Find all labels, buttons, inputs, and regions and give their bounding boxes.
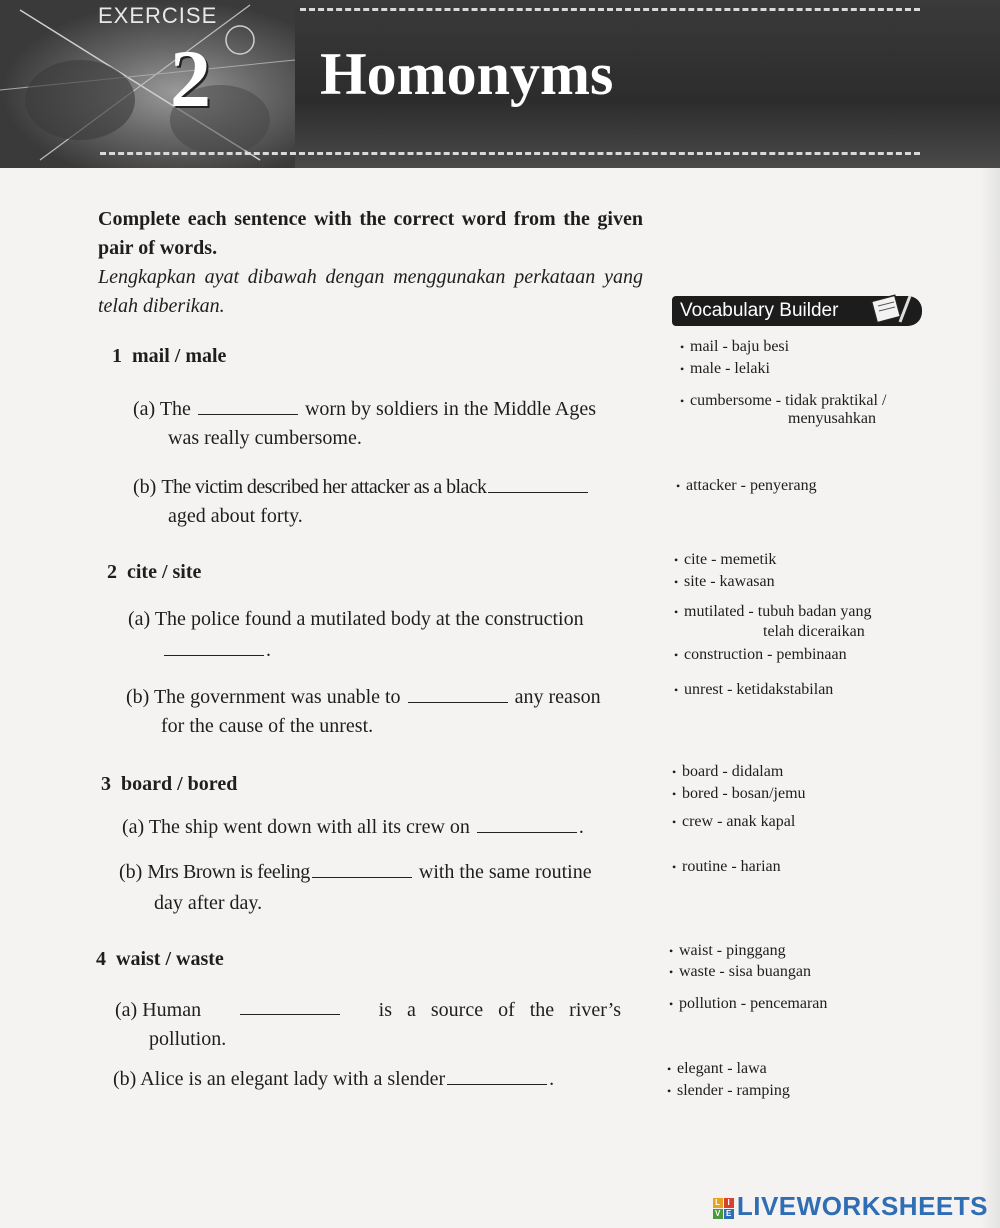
answer-blank-2b[interactable] (408, 684, 508, 703)
item-label: (b) (119, 861, 143, 883)
question-3b (119, 858, 592, 886)
sentence-text: . (578, 816, 584, 838)
item-label: (a) (122, 816, 145, 838)
glossary-item: • mail - baju besi (680, 338, 790, 355)
page-edge-shadow (980, 168, 1000, 1228)
question-1a (133, 395, 596, 423)
liveworksheets-watermark (713, 1191, 988, 1222)
glossary-item: • pollution - pencemaran (669, 995, 828, 1012)
question-1b (133, 473, 590, 501)
question-3b-line2: day after day. (154, 892, 263, 914)
question-4-heading (96, 948, 224, 971)
page-title: Homonyms (320, 41, 614, 107)
item-label: (b) (133, 476, 157, 498)
vocabulary-builder-banner (672, 296, 922, 326)
question-word-pair: waist / waste (116, 948, 224, 970)
glossary-item: • slender - ramping (667, 1082, 790, 1099)
glossary-item: • attacker - penyerang (676, 477, 817, 494)
sentence-text: The government was unable to (153, 686, 401, 708)
instructions (98, 205, 643, 321)
question-2b (126, 683, 601, 711)
sentence-text: Mrs Brown is feeling (147, 861, 310, 883)
glossary-item: • bored - bosan/jemu (672, 785, 806, 802)
glossary-item: • waist - pinggang (669, 942, 786, 959)
sentence-text: with the same routine (418, 861, 592, 883)
glossary-item: • waste - sisa buangan (669, 963, 811, 980)
exercise-number: 2 (170, 33, 211, 124)
question-3a (122, 813, 584, 841)
question-number: 3 (101, 773, 111, 795)
question-2a-line2 (162, 636, 271, 664)
question-number: 1 (112, 345, 122, 367)
question-1a-line2: was really cumbersome. (168, 427, 362, 449)
sentence-text: any reason (514, 686, 601, 708)
question-word-pair: cite / site (127, 561, 202, 583)
glossary-item: • routine - harian (672, 858, 781, 875)
glossary-item: • board - didalam (672, 763, 784, 780)
sentence-text: The police found a mutilated body at the construction (154, 608, 584, 630)
question-2b-line2: for the cause of the unrest. (161, 715, 374, 737)
item-label: (a) (133, 398, 156, 420)
top-dashed-line (300, 8, 920, 11)
glossary-item-continuation: telah diceraikan (763, 623, 865, 640)
question-number: 4 (96, 948, 106, 970)
glossary-item-continuation: menyusahkan (788, 410, 876, 427)
question-2-heading (107, 561, 201, 584)
brand-name: LIVEWORKSHEETS (736, 1191, 988, 1221)
item-label: (a) (115, 999, 138, 1021)
liveworksheets-logo-icon: L I V E (713, 1198, 734, 1219)
sentence-text: . (266, 639, 271, 661)
sentence-text: is a source of the river’s (378, 999, 621, 1021)
answer-blank-4a[interactable] (240, 996, 340, 1015)
question-1b-line2: aged about forty. (168, 505, 303, 527)
glossary-item: • construction - pembinaan (674, 646, 847, 663)
glossary-item: • site - kawasan (674, 573, 775, 590)
question-word-pair: mail / male (132, 345, 227, 367)
item-label: (b) (113, 1068, 137, 1090)
item-label: (a) (128, 608, 151, 630)
item-label: (b) (126, 686, 150, 708)
sentence-text: Human (142, 999, 202, 1021)
sentence-text: The victim described her attacker as a black (161, 476, 487, 498)
sentence-text: worn by soldiers in the Middle Ages (304, 398, 597, 420)
question-2a (128, 605, 584, 633)
sentence-text: . (549, 1068, 555, 1090)
glossary-item: • elegant - lawa (667, 1060, 767, 1077)
glossary-item: • crew - anak kapal (672, 813, 796, 830)
exercise-header (0, 0, 1000, 168)
answer-blank-3b[interactable] (312, 859, 412, 878)
instructions-malay: Lengkapkan ayat dibawah dengan menggunakan perkataan yang telah diberikan. (98, 266, 643, 317)
sentence-text: The (159, 398, 191, 420)
glossary-item: • cumbersome - tidak praktikal / (680, 392, 887, 409)
answer-blank-3a[interactable] (477, 814, 577, 833)
question-4a (115, 996, 621, 1024)
glossary-item: • mutilated - tubuh badan yang (674, 603, 872, 620)
answer-blank-2a[interactable] (164, 637, 264, 656)
sentence-text: Alice is an elegant lady with a slender (140, 1068, 446, 1090)
question-3-heading (101, 773, 237, 796)
glossary-item: • male - lelaki (680, 360, 770, 377)
answer-blank-1b[interactable] (488, 474, 588, 493)
question-1-heading (112, 345, 226, 368)
answer-blank-4b[interactable] (447, 1066, 547, 1085)
notebook-pencil-icon (870, 290, 912, 326)
question-4b (113, 1065, 554, 1093)
question-number: 2 (107, 561, 117, 583)
glossary-item: • cite - memetik (674, 551, 777, 568)
bottom-dashed-line (100, 152, 920, 155)
question-4a-line2: pollution. (149, 1028, 227, 1050)
glossary-item: • unrest - ketidakstabilan (674, 681, 834, 698)
instructions-english: Complete each sentence with the correct word from the given pair of words. (98, 208, 643, 259)
answer-blank-1a[interactable] (198, 396, 298, 415)
sentence-text: The ship went down with all its crew on (148, 816, 470, 838)
vocabulary-builder-label: Vocabulary Builder (680, 300, 839, 321)
exercise-label: EXERCISE (98, 3, 218, 28)
question-word-pair: board / bored (121, 773, 238, 795)
